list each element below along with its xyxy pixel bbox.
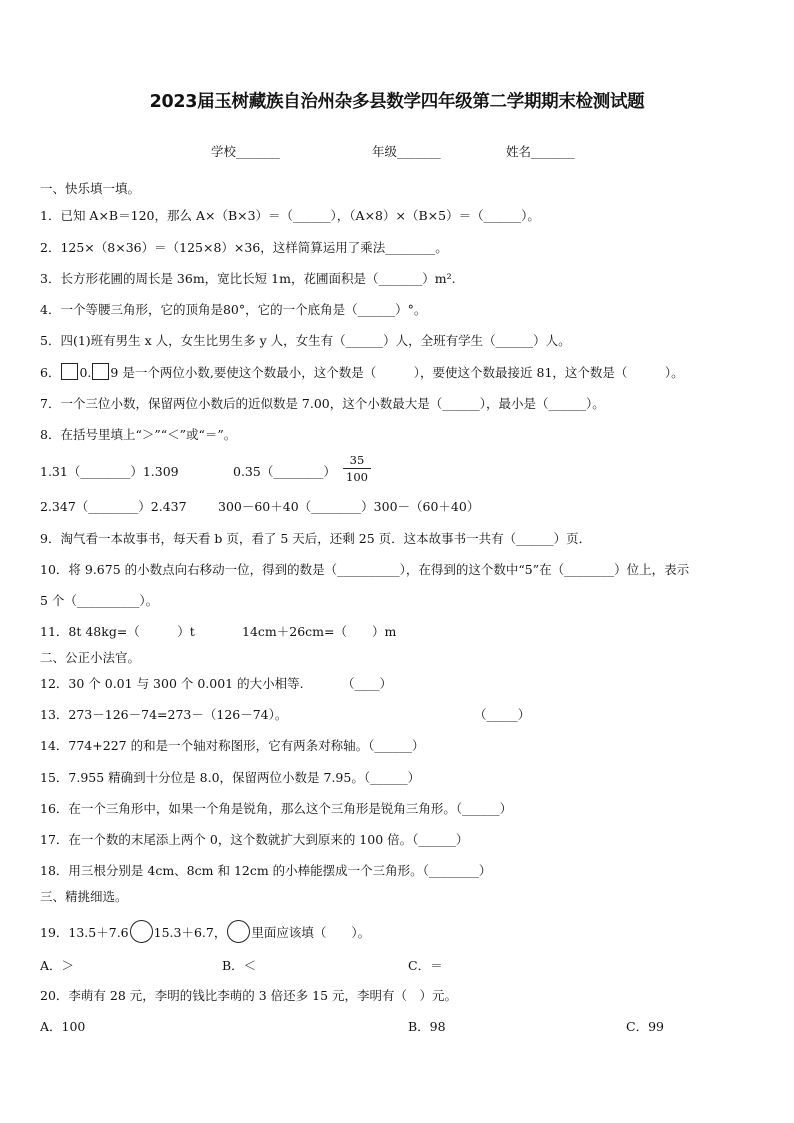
question-18: 18．用三根分别是 4cm、8cm 和 12cm 的小棒能摆成一个三角形。（________） — [40, 863, 492, 878]
question-4: 4．一个等腰三角形，它的顶角是80°，它的一个底角是（______）°。 — [40, 302, 427, 317]
decimal-part: 0. — [79, 365, 92, 380]
section-heading: 一、快乐填一填。 — [40, 181, 141, 196]
option-b: B．＜ — [222, 958, 257, 973]
section-heading: 三、精挑细选。 — [40, 889, 128, 904]
question-11: 11．8t 48kg=（ ）t — [40, 624, 195, 639]
blank-circle — [227, 920, 250, 943]
fraction-numerator: 35 — [343, 453, 371, 469]
question-2: 2．125×（8×36）＝（125×8）×36，这样简算运用了乘法________。 — [40, 240, 448, 255]
question-11-part: 14cm＋26cm=（ ）m — [242, 624, 397, 639]
question-10-continued: 5 个（__________）。 — [40, 593, 159, 608]
grade-field: 年级_______ — [372, 144, 441, 159]
compare-item: 2.347（________）2.437 — [40, 499, 187, 514]
question-3: 3．长方形花圃的周长是 36m，宽比长短 1m，花圃面积是（_______）m². — [40, 271, 456, 286]
answer-blank: （____） — [342, 676, 393, 691]
question-text: 15.3＋6.7， — [153, 925, 227, 940]
question-5: 5．四(1)班有男生 x 人，女生比男生多 y 人，女生有（______）人，全班有学生（______）人。 — [40, 333, 571, 348]
compare-item: 0.35（________） — [233, 464, 336, 479]
answer-blank: （_____） — [474, 707, 531, 722]
question-10: 10．将 9.675 的小数点向右移动一位，得到的数是（__________），在得到的这个数中“5”在（________）位上，表示 — [40, 562, 690, 577]
blank-box — [92, 363, 109, 380]
option-b: B．98 — [408, 1019, 446, 1034]
question-1: 1．已知 A×B＝120，那么 A×（B×3）＝（______），（A×8）×（B×5）＝（______）。 — [40, 208, 540, 223]
question-13: 13．273－126－74=273－（126－74）。 — [40, 707, 288, 722]
question-19 — [40, 920, 370, 943]
school-field: 学校_______ — [211, 144, 280, 159]
option-a: A．100 — [40, 1019, 86, 1034]
question-17: 17．在一个数的末尾添上两个 0，这个数就扩大到原来的 100 倍。（______） — [40, 832, 469, 847]
option-c: C．99 — [626, 1019, 664, 1034]
compare-item: 1.31（________）1.309 — [40, 464, 179, 479]
question-text: 9 是一个两位小数,要使这个数最小，这个数是（ ），要使这个数最接近 81，这个数是（ ）。 — [110, 365, 684, 380]
question-6 — [40, 363, 684, 382]
option-c: C．＝ — [408, 958, 443, 973]
question-text: 19．13.5＋7.6 — [40, 925, 129, 940]
fraction — [343, 453, 371, 484]
fraction-denominator: 100 — [346, 470, 368, 484]
compare-item: 300－60＋40（________）300－（60＋40） — [218, 499, 480, 514]
blank-box — [61, 363, 78, 380]
question-16: 16．在一个三角形中，如果一个角是锐角，那么这个三角形是锐角三角形。（______） — [40, 801, 513, 816]
question-20: 20．李萌有 28 元，李明的钱比李萌的 3 倍还多 15 元，李明有（ ）元。 — [40, 988, 458, 1003]
question-8: 8．在括号里填上“＞”“＜”或“＝”。 — [40, 427, 237, 442]
page-title: 2023届玉树藏族自治州杂多县数学四年级第二学期期末检测试题 — [149, 92, 645, 112]
question-15: 15．7.955 精确到十分位是 8.0，保留两位小数是 7.95。（______） — [40, 770, 421, 785]
question-number: 6． — [40, 365, 61, 380]
option-a: A．＞ — [40, 958, 75, 973]
question-text: 里面应该填（ ）。 — [251, 925, 371, 940]
section-heading: 二、公正小法官。 — [40, 650, 141, 665]
blank-circle — [130, 920, 153, 943]
question-9: 9．淘气看一本故事书，每天看 b 页，看了 5 天后，还剩 25 页．这本故事书一共有（______）页． — [40, 531, 592, 546]
name-field: 姓名_______ — [506, 144, 575, 159]
question-14: 14．774+227 的和是一个轴对称图形，它有两条对称轴。（______） — [40, 738, 425, 753]
question-12: 12．30 个 0.01 与 300 个 0.001 的大小相等. — [40, 676, 304, 691]
question-7: 7．一个三位小数，保留两位小数后的近似数是 7.00，这个小数最大是（______），最小是（______）。 — [40, 396, 605, 411]
